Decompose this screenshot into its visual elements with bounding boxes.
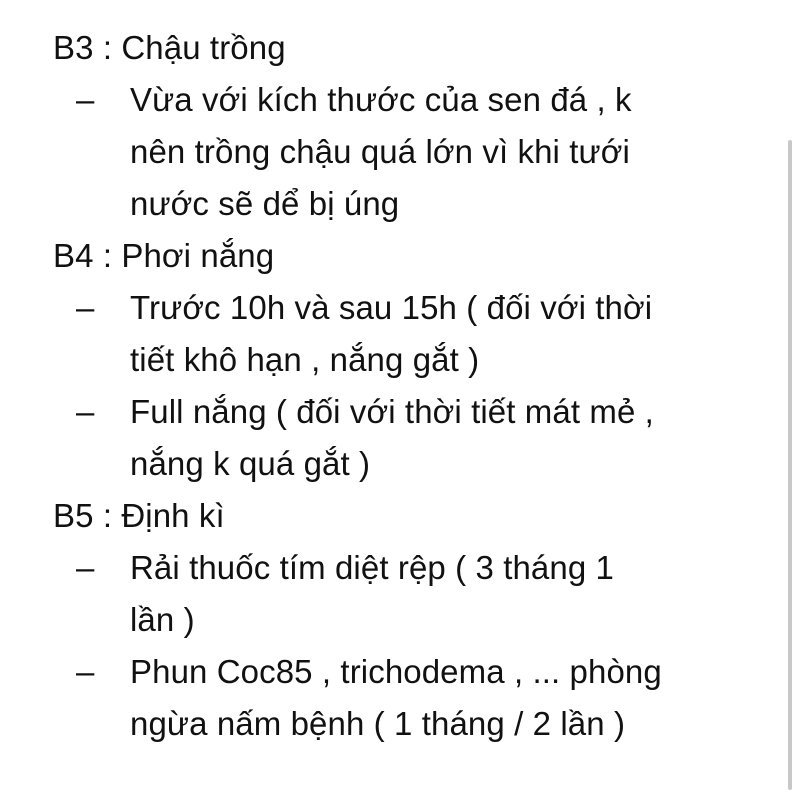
list-item-line: nên trồng chậu quá lớn vì khi tưới [130,133,630,170]
dash-bullet: – [76,289,95,326]
section-heading-b5: B5 : Định kì [53,497,225,534]
dash-bullet: – [76,81,95,118]
list-item-line: Rải thuốc tím diệt rệp ( 3 tháng 1 [130,549,614,586]
list-item-line: Trước 10h và sau 15h ( đối với thời [130,289,653,326]
scrollbar[interactable] [788,140,792,790]
dash-bullet: – [76,549,95,586]
list-item-line: nắng k quá gắt ) [130,445,371,482]
dash-bullet: – [76,653,95,690]
list-item-line: nước sẽ dể bị úng [130,185,400,222]
list-item-line: Phun Coc85 , trichodema , ... phòng [130,653,662,690]
dash-bullet: – [76,393,95,430]
list-item-line: ngừa nấm bệnh ( 1 tháng / 2 lần ) [130,705,626,742]
list-item-line: tiết khô hạn , nắng gắt ) [130,341,480,378]
section-heading-b4: B4 : Phơi nắng [53,237,275,274]
list-item-line: Full nắng ( đối với thời tiết mát mẻ , [130,393,654,430]
list-item-line: lần ) [130,601,195,638]
list-item-line: Vừa với kích thước của sen đá , k [130,81,632,118]
section-heading-b3: B3 : Chậu trồng [53,29,286,66]
